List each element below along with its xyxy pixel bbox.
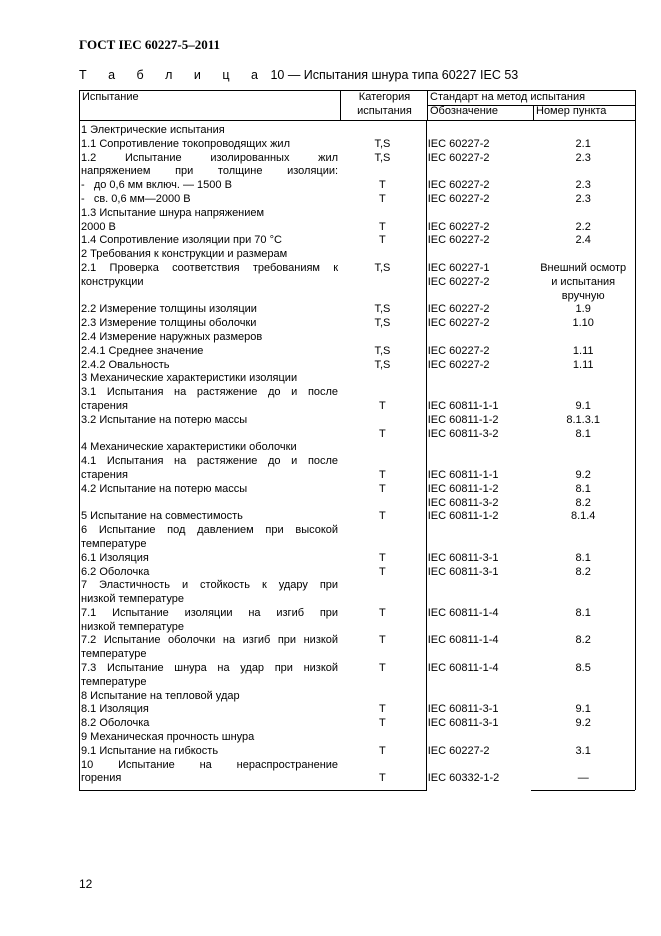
table-row	[80, 386, 635, 400]
test-cell: - св. 0,6 мм—2000 В	[81, 192, 191, 205]
table-row	[80, 317, 635, 331]
item-cell	[531, 372, 635, 386]
table-row	[80, 207, 635, 221]
item-cell: —	[577, 772, 589, 785]
category-cell	[339, 538, 426, 552]
page-number: 12	[79, 877, 93, 891]
test-cell: 3 Механические характеристики изоляции	[81, 372, 298, 385]
category-cell: T,S	[374, 303, 391, 316]
item-cell: 8.2	[575, 496, 591, 509]
category-cell: T	[379, 399, 386, 412]
test-cell	[80, 428, 339, 442]
test-cell: 4 Механические характеристики оболочки	[81, 441, 297, 454]
designation-cell	[426, 331, 532, 345]
test-cell: - до 0,6 мм включ. — 1500 В	[81, 179, 232, 192]
table-bottom-line	[531, 790, 635, 791]
item-cell	[531, 593, 635, 607]
item-cell: 1.11	[572, 344, 594, 357]
item-cell: 1.9	[575, 303, 591, 316]
test-cell: конструкции	[81, 275, 144, 288]
test-cell: температуре	[81, 648, 147, 661]
designation-cell: IEC 60811-3-1	[427, 565, 499, 578]
item-cell	[531, 441, 635, 455]
table-row	[80, 428, 635, 442]
designation-cell: IEC 60227-2	[427, 344, 490, 357]
table-row	[80, 248, 635, 262]
designation-cell	[426, 441, 532, 455]
designation-cell	[426, 524, 532, 538]
table-row	[80, 483, 635, 497]
item-cell	[531, 676, 635, 690]
table-row	[80, 138, 635, 152]
designation-cell: IEC 60227-2	[427, 744, 490, 757]
category-cell: T	[379, 565, 386, 578]
item-cell: 2.2	[575, 220, 591, 233]
table-caption	[79, 68, 518, 82]
test-cell: 2000 В	[81, 220, 116, 233]
category-cell	[339, 441, 426, 455]
designation-cell	[426, 372, 532, 386]
designation-cell: IEC 60227-2	[427, 234, 490, 247]
item-cell: 8.2	[575, 634, 591, 647]
designation-cell: IEC 60332-1-2	[427, 772, 500, 785]
test-cell: 1.2 Испытание изолированных жил	[81, 151, 339, 164]
category-cell	[339, 593, 426, 607]
category-cell	[339, 690, 426, 704]
table-row	[80, 276, 635, 290]
table-row	[80, 331, 635, 345]
table-row	[80, 262, 635, 276]
category-cell: T	[379, 772, 386, 785]
designation-cell: IEC 60227-2	[427, 303, 490, 316]
table-row	[80, 662, 635, 676]
designation-cell	[426, 538, 532, 552]
category-cell: T	[379, 482, 386, 495]
item-cell: и испытания	[551, 275, 616, 288]
category-cell	[339, 414, 426, 428]
table-row	[80, 731, 635, 745]
test-cell: 3.2 Испытание на потерю массы	[81, 413, 248, 426]
test-cell: 7.1 Испытание изоляции на изгиб при	[81, 606, 339, 619]
designation-cell: IEC 60227-2	[427, 137, 490, 150]
category-cell	[339, 648, 426, 662]
table-row	[80, 538, 635, 552]
category-cell	[339, 207, 426, 221]
designation-cell	[426, 386, 532, 400]
category-cell: T,S	[374, 261, 391, 274]
item-cell: 2.3	[575, 151, 591, 164]
designation-cell: IEC 60227-2	[427, 358, 490, 371]
item-cell	[531, 165, 635, 179]
category-cell	[339, 579, 426, 593]
category-cell	[339, 248, 426, 262]
test-cell: 2.3 Измерение толщины оболочки	[81, 317, 257, 330]
test-cell: 2.1 Проверка соответствия требованиям к	[81, 261, 339, 274]
test-cell: 8.1 Изоляция	[81, 703, 149, 716]
category-cell	[339, 331, 426, 345]
test-cell: 1 Электрические испытания	[81, 124, 225, 136]
item-cell: 2.1	[575, 137, 591, 150]
category-cell: T	[379, 551, 386, 564]
test-cell	[80, 497, 339, 511]
table-row	[80, 152, 635, 166]
designation-cell: IEC 60811-3-2	[427, 427, 499, 440]
item-cell: 9.1	[575, 399, 591, 412]
category-cell: T	[379, 427, 386, 440]
designation-cell: IEC 60811-1-2	[427, 510, 499, 523]
table-row	[80, 745, 635, 759]
test-cell: 5 Испытание на совместимость	[81, 510, 243, 523]
table-row	[80, 359, 635, 373]
item-cell: Внешний осмотр	[540, 261, 627, 274]
test-cell: напряжением при толщине изоляции:	[81, 165, 339, 178]
category-cell	[339, 165, 426, 179]
test-cell: низкой температуре	[81, 620, 184, 633]
table-row	[80, 607, 635, 621]
category-cell: T	[379, 220, 386, 233]
category-cell	[339, 621, 426, 635]
item-cell	[531, 524, 635, 538]
designation-cell	[426, 621, 532, 635]
designation-cell: IEC 60227-2	[427, 275, 490, 288]
category-cell: T	[379, 662, 386, 675]
designation-cell	[426, 731, 532, 745]
table-row	[80, 221, 635, 235]
table-row	[80, 179, 635, 193]
designation-cell	[426, 455, 532, 469]
category-cell: T,S	[374, 358, 391, 371]
test-cell: горения	[81, 772, 122, 785]
table-row	[80, 717, 635, 731]
item-cell	[531, 690, 635, 704]
designation-cell: IEC 60811-1-2	[427, 482, 499, 495]
header-divider	[533, 105, 534, 120]
item-cell	[531, 538, 635, 552]
test-cell: 1.1 Сопротивление токопроводящих жил	[81, 137, 290, 150]
test-cell: 7 Эластичность и стойкость к удару при	[81, 579, 339, 592]
category-cell: T,S	[374, 137, 391, 150]
item-cell: 9.2	[575, 717, 591, 730]
test-cell: низкой температуре	[81, 593, 184, 606]
test-cell: 8 Испытание на тепловой удар	[81, 689, 240, 702]
table-row	[80, 524, 635, 538]
header-designation: Обозначение	[430, 105, 499, 117]
designation-cell: IEC 60811-1-1	[427, 468, 499, 481]
item-cell: 8.1	[575, 606, 591, 619]
table-row	[80, 234, 635, 248]
category-cell	[339, 290, 426, 304]
designation-cell: IEC 60811-1-1	[427, 399, 499, 412]
designation-cell	[426, 676, 532, 690]
test-cell: 8.2 Оболочка	[81, 717, 150, 730]
category-cell	[339, 386, 426, 400]
category-cell	[339, 676, 426, 690]
table-row	[80, 193, 635, 207]
category-cell: T,S	[374, 317, 391, 330]
item-cell	[531, 248, 635, 262]
test-cell: 6 Испытание под давлением при высокой	[81, 524, 339, 537]
item-cell	[531, 331, 635, 345]
table-body	[79, 121, 636, 790]
designation-cell: IEC 60227-2	[427, 151, 490, 164]
item-cell: 8.1	[575, 551, 591, 564]
table-header	[79, 90, 636, 121]
table-row	[80, 676, 635, 690]
category-cell: T,S	[374, 151, 391, 164]
designation-cell: IEC 60811-3-1	[427, 551, 499, 564]
category-cell: T	[379, 192, 386, 205]
test-cell: температуре	[81, 537, 147, 550]
header-test: Испытание	[82, 91, 139, 103]
category-cell: T	[379, 179, 386, 192]
table-row	[80, 772, 635, 786]
table-row	[80, 372, 635, 386]
item-cell: 2.4	[575, 234, 591, 247]
test-cell: 6.2 Оболочка	[81, 565, 150, 578]
designation-cell: IEC 60227-1	[427, 261, 490, 274]
item-cell: 9.1	[575, 703, 591, 716]
item-cell	[531, 455, 635, 469]
designation-cell: IEC 60227-2	[427, 192, 490, 205]
test-cell: 4.1 Испытания на растяжение до и после	[81, 455, 339, 468]
test-cell: 2 Требования к конструкции и размерам	[81, 248, 288, 261]
test-cell: 10 Испытание на нераспространение	[81, 758, 339, 771]
designation-cell	[426, 165, 532, 179]
test-cell: 1.4 Сопротивление изоляции при 70 °С	[81, 234, 282, 247]
category-cell: T	[379, 606, 386, 619]
table-row	[80, 648, 635, 662]
category-cell: T	[379, 468, 386, 481]
table-row	[80, 621, 635, 635]
category-cell: T	[379, 510, 386, 523]
table-row	[80, 345, 635, 359]
item-cell: 8.1.3.1	[566, 413, 600, 426]
test-cell	[80, 290, 339, 304]
header-category: Категория испытания	[357, 91, 412, 117]
test-cell: 9 Механическая прочность шнура	[81, 731, 255, 744]
table-row	[80, 552, 635, 566]
item-cell	[531, 621, 635, 635]
table-row	[80, 400, 635, 414]
designation-cell: IEC 60811-3-1	[427, 703, 499, 716]
table-row	[80, 165, 635, 179]
test-cell: 1.3 Испытание шнура напряжением	[81, 206, 265, 219]
table-row	[80, 441, 635, 455]
table-row	[80, 690, 635, 704]
test-cell: 3.1 Испытания на растяжение до и после	[81, 386, 339, 399]
test-cell: старения	[81, 399, 128, 412]
item-cell: 8.1	[575, 427, 591, 440]
designation-cell	[426, 579, 532, 593]
test-cell: старения	[81, 468, 128, 481]
table-row	[80, 593, 635, 607]
test-cell: 2.4.2 Овальность	[81, 358, 170, 371]
category-cell	[339, 759, 426, 773]
designation-cell	[426, 759, 532, 773]
category-cell: T	[379, 717, 386, 730]
item-cell: 1.11	[572, 358, 594, 371]
table-row	[80, 634, 635, 648]
table-row	[80, 759, 635, 773]
item-cell: вручную	[561, 289, 605, 302]
designation-cell: IEC 60811-1-4	[427, 634, 499, 647]
test-cell: 4.2 Испытание на потерю массы	[81, 482, 248, 495]
item-cell: 8.2	[575, 565, 591, 578]
designation-cell	[426, 593, 532, 607]
item-cell: 1.10	[572, 317, 594, 330]
item-cell	[531, 579, 635, 593]
designation-cell	[426, 124, 532, 138]
caption-label: Т а б л и ц а	[79, 68, 267, 82]
item-cell	[531, 124, 635, 138]
category-cell: T	[379, 234, 386, 247]
category-cell: T	[379, 634, 386, 647]
category-cell: T	[379, 744, 386, 757]
item-cell: 2.3	[575, 192, 591, 205]
item-cell	[531, 207, 635, 221]
table-row	[80, 510, 635, 524]
category-cell: T	[379, 703, 386, 716]
designation-cell: IEC 60811-3-2	[427, 496, 499, 509]
item-cell	[531, 648, 635, 662]
item-cell	[531, 731, 635, 745]
item-cell: 3.1	[575, 744, 591, 757]
test-cell: 2.4.1 Среднее значение	[81, 344, 204, 357]
designation-cell: IEC 60811-1-4	[427, 606, 499, 619]
table-row	[80, 579, 635, 593]
designation-cell: IEC 60227-2	[427, 317, 490, 330]
table-row	[80, 469, 635, 483]
table-bottom-line	[79, 790, 427, 791]
item-cell: 2.3	[575, 179, 591, 192]
column-divider	[426, 121, 427, 790]
document-header: ГОСТ IEC 60227-5–2011	[79, 37, 221, 52]
category-cell	[339, 124, 426, 138]
test-cell: 2.4 Измерение наружных размеров	[81, 330, 263, 343]
category-cell	[339, 455, 426, 469]
table-row	[80, 124, 635, 138]
table-row	[80, 566, 635, 580]
table-row	[80, 497, 635, 511]
category-cell	[339, 276, 426, 290]
category-cell	[339, 372, 426, 386]
item-cell	[531, 759, 635, 773]
test-cell: 7.3 Испытание шнура на удар при низкой	[81, 662, 339, 675]
item-cell: 8.1	[575, 482, 591, 495]
item-cell: 8.5	[575, 662, 591, 675]
designation-cell: IEC 60227-2	[427, 220, 490, 233]
designation-cell	[426, 207, 532, 221]
item-cell: 8.1.4	[570, 510, 596, 523]
designation-cell: IEC 60811-3-1	[427, 717, 499, 730]
test-cell: 7.2 Испытание оболочки на изгиб при низкой	[81, 634, 339, 647]
table-row	[80, 455, 635, 469]
category-cell	[339, 731, 426, 745]
test-cell: 6.1 Изоляция	[81, 551, 149, 564]
test-cell: температуре	[81, 675, 147, 688]
item-cell	[531, 386, 635, 400]
designation-cell: IEC 60227-2	[427, 179, 490, 192]
header-divider	[340, 91, 341, 120]
header-standard: Стандарт на метод испытания	[430, 91, 586, 103]
table-row	[80, 414, 635, 428]
table-row	[80, 290, 635, 304]
test-cell: 9.1 Испытание на гибкость	[81, 744, 219, 757]
category-cell	[339, 497, 426, 511]
test-cell: 2.2 Измерение толщины изоляции	[81, 303, 257, 316]
category-cell	[339, 524, 426, 538]
designation-cell: IEC 60811-1-4	[427, 662, 499, 675]
designation-cell	[426, 690, 532, 704]
designation-cell	[426, 290, 532, 304]
header-divider	[427, 105, 635, 106]
designation-cell	[426, 248, 532, 262]
designation-cell	[426, 648, 532, 662]
table-row	[80, 303, 635, 317]
designation-cell: IEC 60811-1-2	[427, 413, 499, 426]
table-row	[80, 703, 635, 717]
caption-text: 10 — Испытания шнура типа 60227 IEC 53	[266, 68, 519, 82]
tests-table	[79, 90, 636, 790]
category-cell: T,S	[374, 344, 391, 357]
header-item: Номер пункта	[536, 105, 607, 117]
item-cell: 9.2	[575, 468, 591, 481]
